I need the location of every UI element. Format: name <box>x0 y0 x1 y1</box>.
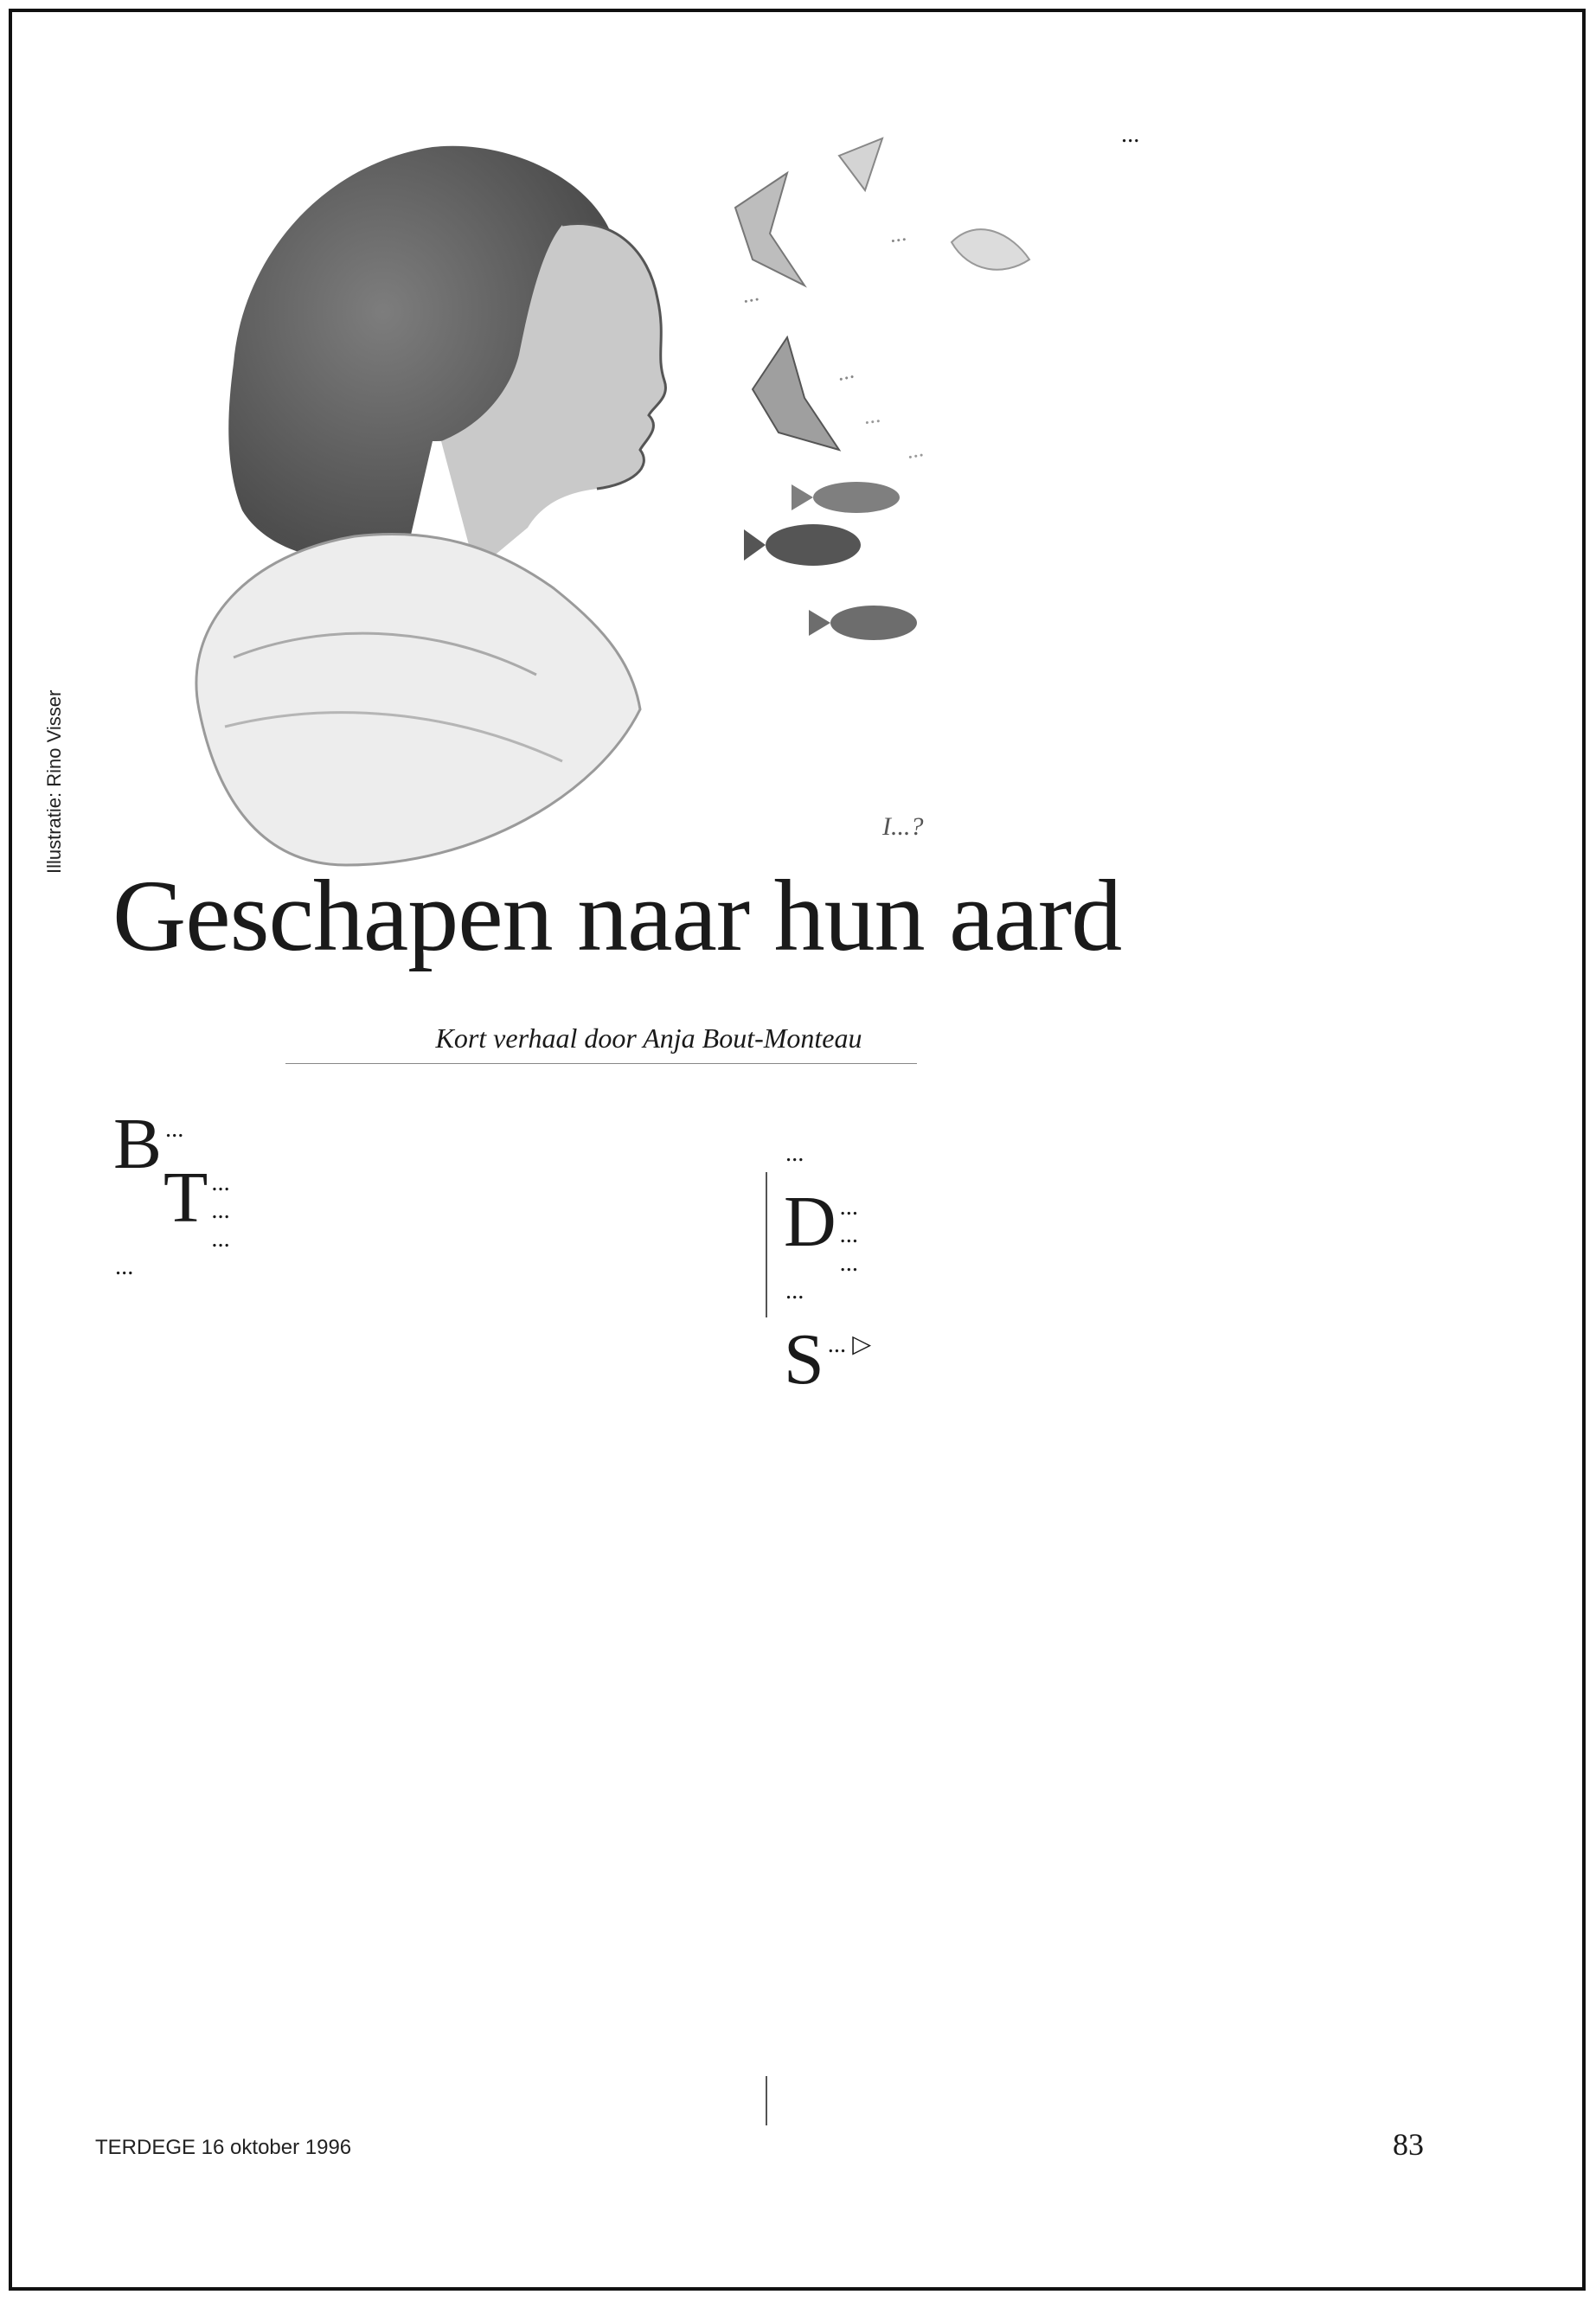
woman-portrait <box>196 146 666 865</box>
artist-signature: I...? <box>882 812 924 841</box>
paragraph: ... <box>839 1249 859 1277</box>
sketch-note: ... <box>740 279 762 308</box>
body-column-right <box>784 1140 1427 1400</box>
paragraph: S ... ▷ <box>784 1319 872 1400</box>
sketch-note: ... <box>835 357 857 386</box>
drop-cap: B <box>113 1104 163 1184</box>
byline-rule <box>285 1063 917 1064</box>
dialogue-line: ... <box>1121 121 1140 148</box>
paragraph: T ... <box>163 1157 230 1239</box>
footer-magazine: TERDEGE 16 oktober 1996 <box>95 2136 352 2159</box>
illustration <box>147 104 1064 882</box>
paragraph: B ... <box>113 1104 184 1184</box>
aquarium-fish <box>735 138 1029 640</box>
sketch-note: ... <box>905 435 926 464</box>
paragraph: ... <box>785 1140 804 1167</box>
dialogue-column <box>1121 121 1450 149</box>
article-title: Geschapen naar hun aard <box>112 859 1122 972</box>
drop-cap: S <box>784 1319 824 1400</box>
byline: Kort verhaal door Anja Bout-Monteau <box>435 1022 862 1054</box>
page-number: 83 <box>1393 2127 1424 2162</box>
body-column-left <box>113 1104 703 1281</box>
column-divider <box>766 1172 767 1317</box>
paragraph: D ... <box>784 1182 859 1263</box>
paragraph: ... <box>211 1225 230 1253</box>
paragraph: ... <box>211 1197 230 1225</box>
continue-arrow-icon: ▷ <box>852 1331 872 1359</box>
drop-cap: D <box>784 1182 836 1263</box>
paragraph: ... <box>115 1253 134 1280</box>
column-divider <box>766 2076 767 2125</box>
paragraph: ... <box>839 1221 859 1249</box>
sketch-note: ... <box>888 220 909 247</box>
illustration-credit: Illustratie: Rino Visser <box>43 689 65 874</box>
drop-cap: T <box>163 1157 208 1239</box>
sketch-note: ... <box>862 401 883 429</box>
paragraph: ... <box>785 1277 804 1304</box>
